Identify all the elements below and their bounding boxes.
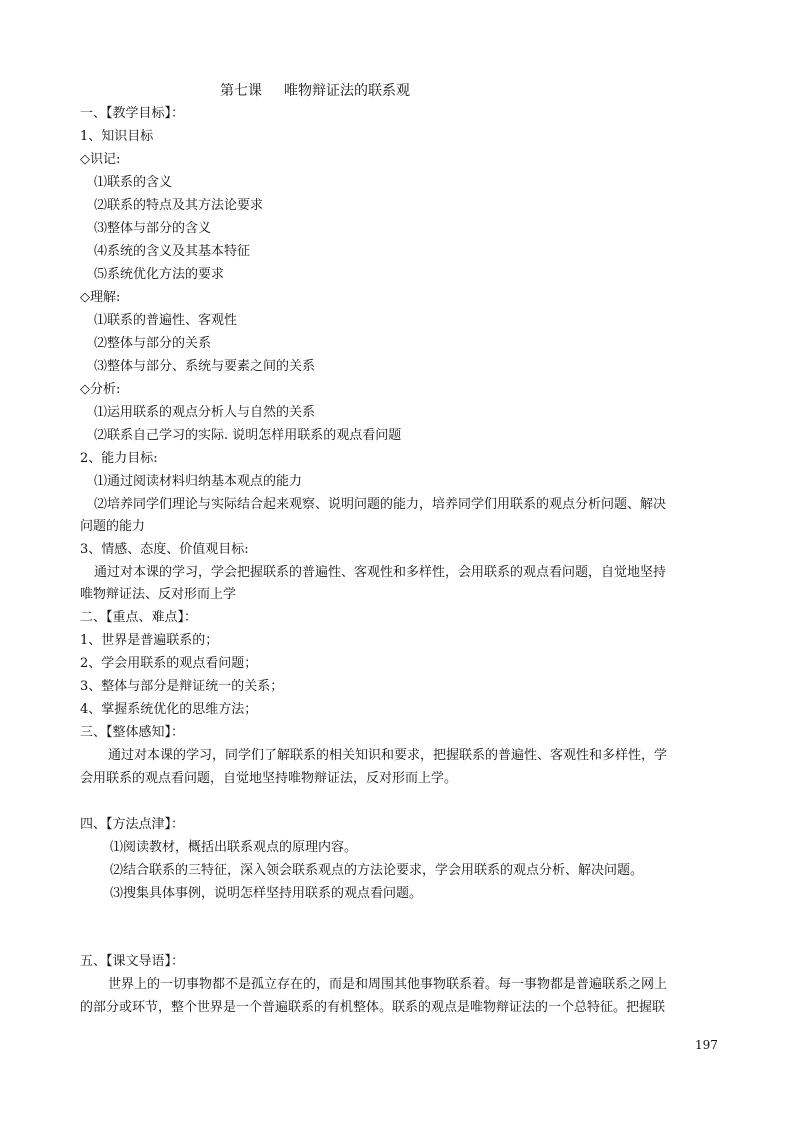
section-heading-overview: 三、【整体感知】： xyxy=(80,725,185,740)
list-item: 2、学会用联系的观点看问题； xyxy=(80,656,258,671)
list-item: ⑵结合联系的三特征，深入领会联系观点的方法论要求，学会用联系的观点分析、解决问题。 xyxy=(110,863,644,878)
list-item: ⑵整体与部分的关系 xyxy=(94,336,212,351)
label-memorize: ◇识记: xyxy=(80,152,121,167)
lesson-title xyxy=(220,80,800,102)
list-item: ⑶整体与部分、系统与要素之间的关系 xyxy=(94,359,316,374)
paragraph-line: 的部分或环节，整个世界是一个普遍联系的有机整体。联系的观点是唯物辩证法的一个总特征。把握联 xyxy=(80,1000,666,1015)
list-item: ⑴联系的含义 xyxy=(94,175,173,190)
paragraph-line: 会用联系的观点看问题，自觉地坚持唯物辩证法，反对形而上学。 xyxy=(80,771,458,786)
list-item: 4、掌握系统优化的思维方法； xyxy=(80,702,258,717)
subheading-knowledge: 1、知识目标 xyxy=(80,129,154,144)
paragraph-line: 通过对本课的学习，学会把握联系的普遍性、客观性和多样性，会用联系的观点看问题，自觉地坚持 xyxy=(94,565,667,580)
subheading-values: 3、情感、态度、价值观目标: xyxy=(80,542,249,557)
paragraph-line: 通过对本课的学习，同学们了解联系的相关知识和要求，把握联系的普遍性、客观性和多样性，学 xyxy=(108,748,668,763)
label-understand: ◇理解: xyxy=(80,290,121,305)
list-item-continuation: 问题的能力 xyxy=(80,519,146,534)
section-heading-objectives: 一、【教学目标】： xyxy=(80,106,185,121)
paragraph-line: 唯物辩证法、反对形而上学 xyxy=(80,587,237,602)
list-item: 1、世界是普遍联系的； xyxy=(80,633,219,648)
paragraph-line: 世界上的一切事物都不是孤立存在的，而是和周围其他事物联系着。每一事物都是普遍联系之网上 xyxy=(108,977,668,992)
list-item: ⑴运用联系的观点分析人与自然的关系 xyxy=(94,405,316,420)
list-item: ⑵联系的特点及其方法论要求 xyxy=(94,198,264,213)
list-item: 3、整体与部分是辩证统一的关系； xyxy=(80,679,284,694)
page-number: 197 xyxy=(695,1038,718,1052)
section-heading-methods: 四、【方法点津】： xyxy=(80,817,185,832)
list-item: ⑵培养同学们理论与实际结合起来观察、说明问题的能力，培养同学们用联系的观点分析问题、解决 xyxy=(94,497,667,512)
list-item: ⑶搜集具体事例，说明怎样坚持用联系的观点看问题。 xyxy=(110,886,423,901)
section-heading-introduction: 五、【课文导语】： xyxy=(80,954,185,969)
lesson-number: 第七课 xyxy=(220,83,262,99)
label-analyze: ◇分析: xyxy=(80,382,121,397)
lesson-topic: 唯物辩证法的联系观 xyxy=(284,83,410,99)
list-item: ⑶整体与部分的含义 xyxy=(94,221,212,236)
subheading-ability: 2、能力目标: xyxy=(80,451,158,466)
list-item: ⑷系统的含义及其基本特征 xyxy=(94,244,251,259)
section-heading-keypoints: 二、【重点、难点】： xyxy=(80,610,198,625)
list-item: ⑴阅读教材，概括出联系观点的原理内容。 xyxy=(110,840,358,855)
list-item: ⑵联系自己学习的实际. 说明怎样用联系的观点看问题 xyxy=(94,428,402,443)
list-item: ⑴联系的普遍性、客观性 xyxy=(94,313,238,328)
list-item: ⑴通过阅读材料归纳基本观点的能力 xyxy=(94,474,303,489)
list-item: ⑸系统优化方法的要求 xyxy=(94,267,225,282)
